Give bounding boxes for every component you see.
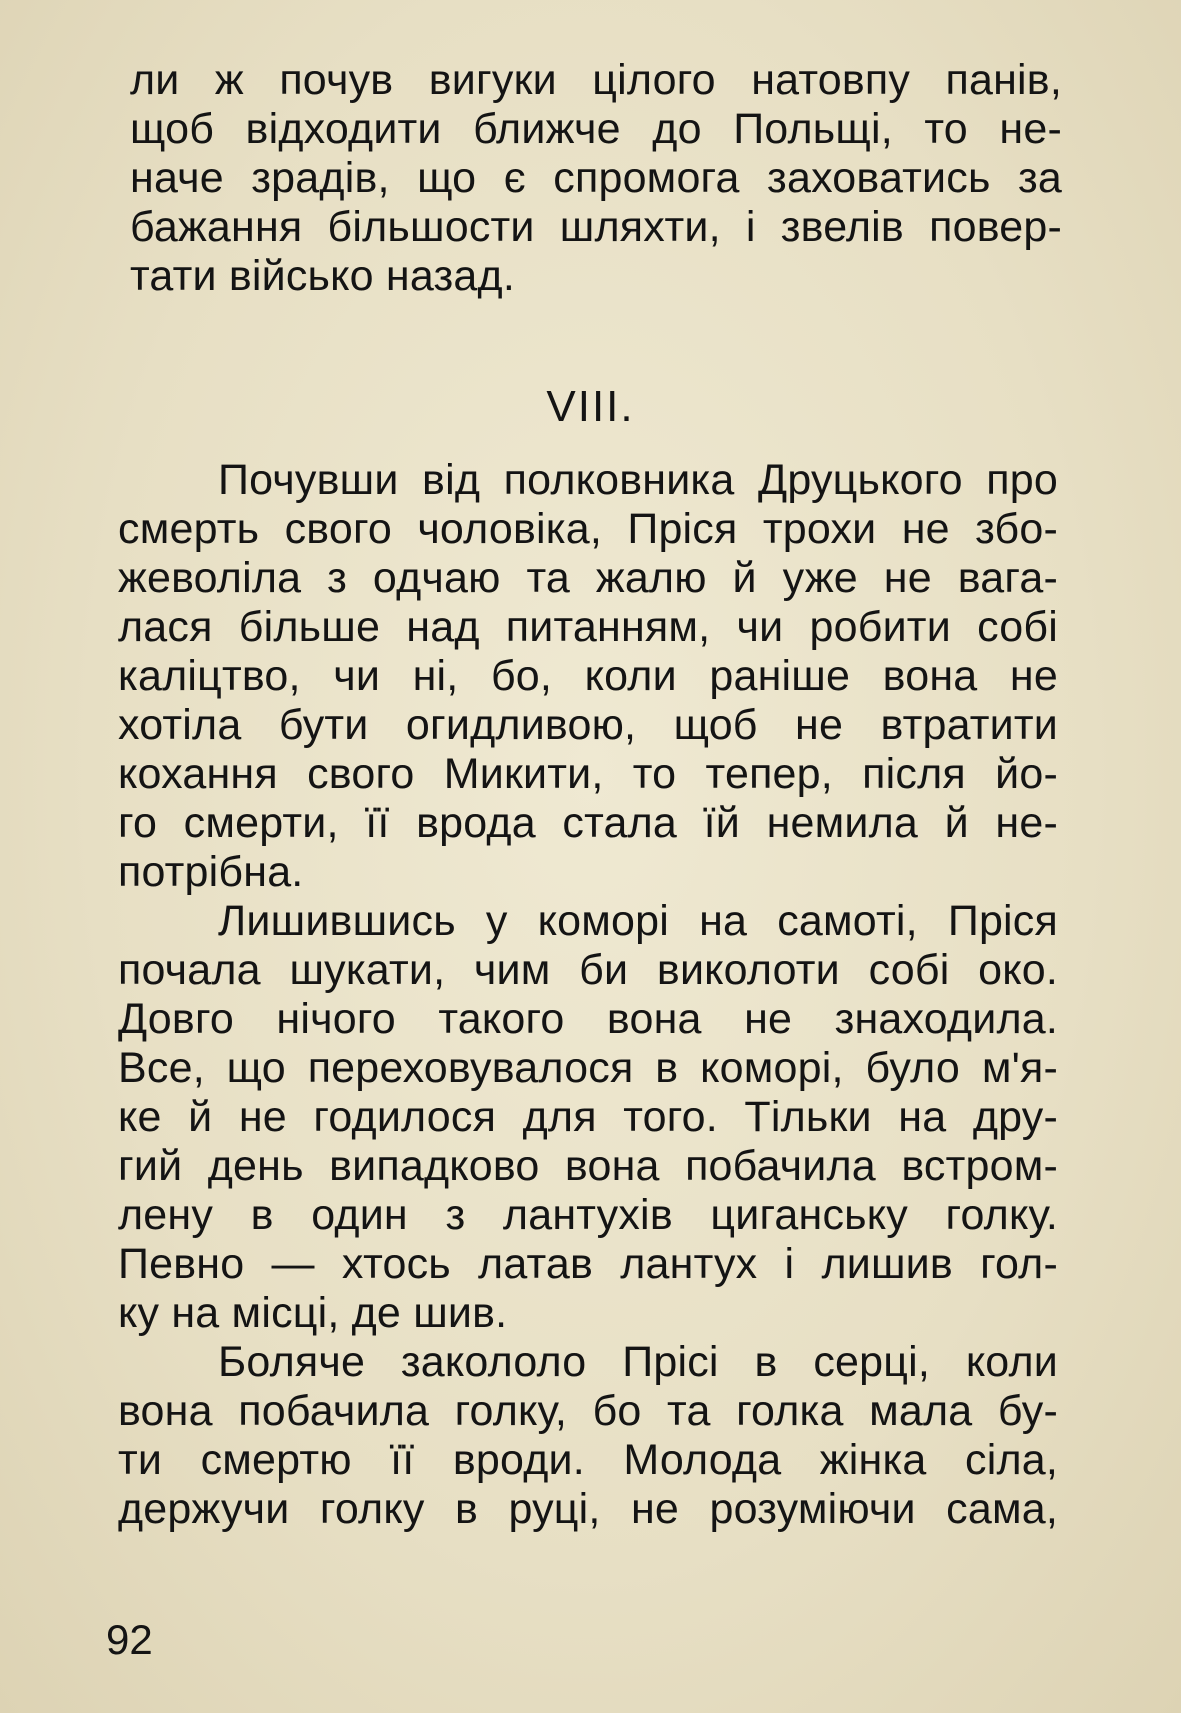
body-text [118,456,1058,1534]
text-line: лася більше над питанням, чи робити собі [118,603,1058,651]
top-paragraph [130,56,1062,301]
text-line: почала шукати, чим би виколоти собі око. [118,946,1058,994]
text-line: Лишившись у коморі на самоті, Пріся [218,897,1058,945]
text-line: го смерти, її врода стала їй немила й не- [118,799,1058,847]
text-line: Почувши від полковника Друцького про [218,456,1058,504]
text-line: каліцтво, чи ні, бо, коли раніше вона не [118,652,1058,700]
text-line: Певно — хтось латав лантух і лишив гол- [118,1240,1058,1288]
text-line: щоб відходити ближче до Польщі, то не- [130,105,1062,153]
text-line: жеволіла з одчаю та жалю й уже не вага- [118,554,1058,602]
paragraph-1 [118,456,1058,897]
text-line: Довго нічого такого вона не знаходила. [118,995,1058,1043]
text-line: смерть свого чоловіка, Пріся трохи не збо- [118,505,1058,553]
text-line: вона побачила голку, бо та голка мала бу- [118,1387,1058,1435]
text-line: держучи голку в руці, не розуміючи сама, [118,1485,1058,1533]
paragraph-2 [118,897,1058,1338]
text-line: Все, що переховувалося в коморі, було м'я- [118,1044,1058,1092]
chapter-heading: VIII. [546,382,635,431]
text-line: ке й не годилося для того. Тільки на дру- [118,1093,1058,1141]
text-line: наче зрадів, що є спромога заховатись за [130,154,1062,202]
text-line: кохання свого Микити, то тепер, після йо- [118,750,1058,798]
text-line: ку на місці, де шив. [118,1289,508,1337]
text-line: лену в один з лантухів циганську голку. [118,1191,1058,1239]
text-line: потрібна. [118,848,304,896]
page-number: 92 [106,1616,153,1663]
text-line: Боляче закололо Прісі в серці, коли [218,1338,1058,1386]
text-line: хотіла бути огидливою, щоб не втратити [118,701,1058,749]
text-line: гий день випадково вона побачила встром- [118,1142,1058,1190]
text-line: тати військо назад. [130,252,515,300]
text-line: бажання більшости шляхти, і звелів повер- [130,203,1062,251]
text-line: ли ж почув вигуки цілого натовпу панів, [130,56,1062,104]
text-line: ти смертю її вроди. Молода жінка сіла, [118,1436,1058,1484]
paragraph-3 [118,1338,1058,1534]
